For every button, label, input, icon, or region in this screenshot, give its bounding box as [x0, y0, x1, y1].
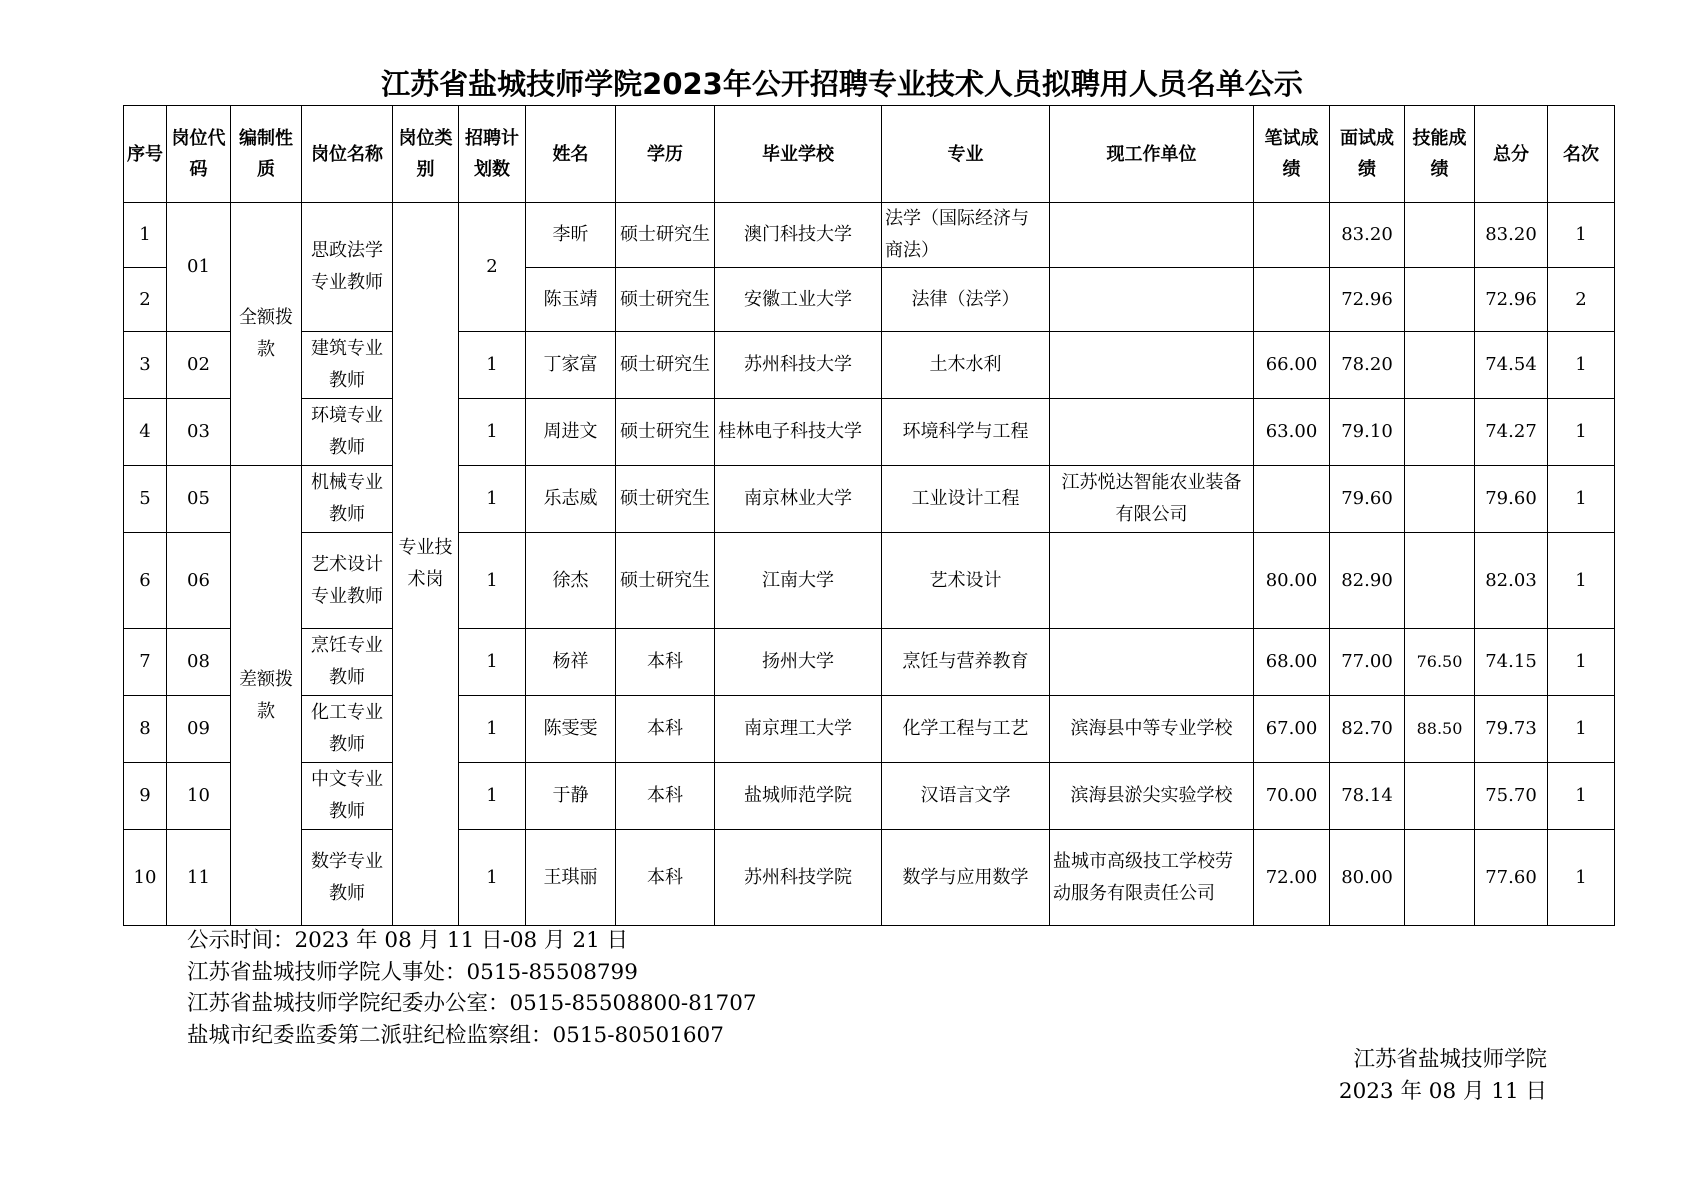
- cell-nature-full: 全额拨款: [231, 203, 302, 466]
- cell-interview: 83.20: [1330, 203, 1405, 268]
- table-row: [124, 332, 1615, 399]
- cell-school: 扬州大学: [715, 629, 882, 696]
- cell-seq: 1: [124, 203, 167, 268]
- cell-edu: 本科: [616, 629, 715, 696]
- roster-table: [123, 105, 1615, 926]
- cell-skill: 88.50: [1405, 696, 1475, 763]
- cell-written: 66.00: [1254, 332, 1330, 399]
- cell-interview: 80.00: [1330, 830, 1405, 926]
- cell-employer: [1050, 332, 1254, 399]
- table-row: [124, 466, 1615, 533]
- header-major: 专业: [882, 106, 1050, 203]
- cell-code: 09: [167, 696, 231, 763]
- header-plan: 招聘计划数: [459, 106, 526, 203]
- cell-total: 75.70: [1475, 763, 1548, 830]
- cell-seq: 10: [124, 830, 167, 926]
- cell-school: 南京林业大学: [715, 466, 882, 533]
- cell-seq: 2: [124, 268, 167, 332]
- cell-code: 08: [167, 629, 231, 696]
- cell-seq: 4: [124, 399, 167, 466]
- cell-school: 安徽工业大学: [715, 268, 882, 332]
- cell-rank: 1: [1548, 533, 1615, 629]
- cell-plan: 1: [459, 533, 526, 629]
- cell-name: 徐杰: [526, 533, 616, 629]
- header-school: 毕业学校: [715, 106, 882, 203]
- cell-employer: [1050, 399, 1254, 466]
- cell-rank: 1: [1548, 399, 1615, 466]
- cell-written: [1254, 268, 1330, 332]
- cell-name: 周进文: [526, 399, 616, 466]
- cell-plan: 1: [459, 629, 526, 696]
- cell-total: 74.15: [1475, 629, 1548, 696]
- cell-school: 江南大学: [715, 533, 882, 629]
- cell-seq: 5: [124, 466, 167, 533]
- cell-total: 83.20: [1475, 203, 1548, 268]
- cell-rank: 1: [1548, 763, 1615, 830]
- cell-edu: 硕士研究生: [616, 268, 715, 332]
- cell-interview: 77.00: [1330, 629, 1405, 696]
- signature-block: [1339, 1044, 1547, 1108]
- cell-major: 艺术设计: [882, 533, 1050, 629]
- cell-post: 烹饪专业教师: [302, 629, 393, 696]
- cell-school: 澳门科技大学: [715, 203, 882, 268]
- cell-edu: 硕士研究生: [616, 399, 715, 466]
- cell-category: 专业技术岗: [393, 203, 459, 926]
- cell-seq: 9: [124, 763, 167, 830]
- cell-interview: 82.70: [1330, 696, 1405, 763]
- notice-supervision-phone: 盐城市纪委监委第二派驻纪检监察组：0515-80501607: [187, 1022, 724, 1048]
- header-name: 姓名: [526, 106, 616, 203]
- cell-name: 陈玉靖: [526, 268, 616, 332]
- cell-name: 杨祥: [526, 629, 616, 696]
- cell-post: 思政法学专业教师: [302, 203, 393, 332]
- cell-post: 数学专业教师: [302, 830, 393, 926]
- cell-code: 02: [167, 332, 231, 399]
- cell-plan: 1: [459, 332, 526, 399]
- cell-nature-diff: 差额拨款: [231, 466, 302, 926]
- notice-hr-phone: 江苏省盐城技师学院人事处：0515-85508799: [187, 959, 638, 985]
- cell-post: 中文专业教师: [302, 763, 393, 830]
- table-row: [124, 533, 1615, 629]
- cell-edu: 硕士研究生: [616, 533, 715, 629]
- cell-code: 03: [167, 399, 231, 466]
- cell-school: 南京理工大学: [715, 696, 882, 763]
- cell-total: 74.27: [1475, 399, 1548, 466]
- signature-date: 2023 年 08 月 11 日: [1338, 1079, 1547, 1104]
- cell-code: 10: [167, 763, 231, 830]
- cell-skill: [1405, 332, 1475, 399]
- cell-edu: 硕士研究生: [616, 466, 715, 533]
- cell-employer: 盐城市高级技工学校劳动服务有限责任公司: [1050, 830, 1254, 926]
- header-seq: 序号: [124, 106, 167, 203]
- cell-skill: [1405, 399, 1475, 466]
- cell-post: 艺术设计专业教师: [302, 533, 393, 629]
- cell-skill: [1405, 203, 1475, 268]
- cell-total: 72.96: [1475, 268, 1548, 332]
- cell-edu: 本科: [616, 830, 715, 926]
- cell-rank: 1: [1548, 332, 1615, 399]
- cell-written: 68.00: [1254, 629, 1330, 696]
- table-row: [124, 696, 1615, 763]
- table-row: [124, 629, 1615, 696]
- cell-employer: [1050, 268, 1254, 332]
- cell-written: [1254, 203, 1330, 268]
- cell-major: 土木水利: [882, 332, 1050, 399]
- cell-interview: 79.10: [1330, 399, 1405, 466]
- header-row: [124, 106, 1615, 203]
- header-total: 总分: [1475, 106, 1548, 203]
- cell-written: 63.00: [1254, 399, 1330, 466]
- cell-major: 法律（法学）: [882, 268, 1050, 332]
- cell-name: 陈雯雯: [526, 696, 616, 763]
- cell-code: 06: [167, 533, 231, 629]
- cell-code: 05: [167, 466, 231, 533]
- cell-post: 建筑专业教师: [302, 332, 393, 399]
- cell-plan: 1: [459, 466, 526, 533]
- table-row: [124, 763, 1615, 830]
- cell-rank: 2: [1548, 268, 1615, 332]
- cell-name: 于静: [526, 763, 616, 830]
- cell-seq: 7: [124, 629, 167, 696]
- header-edu: 学历: [616, 106, 715, 203]
- cell-major: 化学工程与工艺: [882, 696, 1050, 763]
- cell-written: 67.00: [1254, 696, 1330, 763]
- cell-post: 环境专业教师: [302, 399, 393, 466]
- cell-written: 72.00: [1254, 830, 1330, 926]
- table-row: [124, 399, 1615, 466]
- cell-major: 数学与应用数学: [882, 830, 1050, 926]
- cell-skill: [1405, 763, 1475, 830]
- cell-plan: 1: [459, 696, 526, 763]
- header-rank: 名次: [1548, 106, 1615, 203]
- cell-rank: 1: [1548, 830, 1615, 926]
- cell-post: 机械专业教师: [302, 466, 393, 533]
- cell-employer: [1050, 629, 1254, 696]
- cell-skill: 76.50: [1405, 629, 1475, 696]
- cell-major: 汉语言文学: [882, 763, 1050, 830]
- cell-written: 80.00: [1254, 533, 1330, 629]
- cell-rank: 1: [1548, 629, 1615, 696]
- cell-employer: 滨海县中等专业学校: [1050, 696, 1254, 763]
- cell-code: 01: [167, 203, 231, 332]
- cell-school: 苏州科技学院: [715, 830, 882, 926]
- cell-total: 79.73: [1475, 696, 1548, 763]
- header-category: 岗位类别: [393, 106, 459, 203]
- cell-school: 桂林电子科技大学: [715, 399, 882, 466]
- cell-interview: 72.96: [1330, 268, 1405, 332]
- cell-name: 丁家富: [526, 332, 616, 399]
- cell-skill: [1405, 268, 1475, 332]
- cell-edu: 硕士研究生: [616, 203, 715, 268]
- cell-major: 烹饪与营养教育: [882, 629, 1050, 696]
- cell-rank: 1: [1548, 203, 1615, 268]
- cell-employer: [1050, 203, 1254, 268]
- cell-written: [1254, 466, 1330, 533]
- cell-employer: [1050, 533, 1254, 629]
- cell-name: 李昕: [526, 203, 616, 268]
- cell-edu: 本科: [616, 696, 715, 763]
- cell-edu: 硕士研究生: [616, 332, 715, 399]
- cell-post: 化工专业教师: [302, 696, 393, 763]
- cell-employer: 江苏悦达智能农业装备有限公司: [1050, 466, 1254, 533]
- cell-plan: 1: [459, 763, 526, 830]
- cell-skill: [1405, 830, 1475, 926]
- notice-period: 公示时间：2023 年 08 月 11 日-08 月 21 日: [187, 928, 629, 953]
- notice-footer: [187, 925, 757, 1051]
- cell-major: 法学（国际经济与商法）: [882, 203, 1050, 268]
- cell-total: 79.60: [1475, 466, 1548, 533]
- header-code: 岗位代码: [167, 106, 231, 203]
- header-nature: 编制性质: [231, 106, 302, 203]
- cell-skill: [1405, 533, 1475, 629]
- cell-total: 77.60: [1475, 830, 1548, 926]
- table-row: [124, 830, 1615, 926]
- cell-plan: 2: [459, 203, 526, 332]
- cell-seq: 3: [124, 332, 167, 399]
- table-row: [124, 203, 1615, 268]
- header-skill: 技能成绩: [1405, 106, 1475, 203]
- notice-discipline-phone: 江苏省盐城技师学院纪委办公室：0515-85508800-81707: [187, 991, 757, 1016]
- cell-interview: 78.14: [1330, 763, 1405, 830]
- signature-org: 江苏省盐城技师学院: [1353, 1047, 1547, 1072]
- cell-seq: 8: [124, 696, 167, 763]
- cell-major: 工业设计工程: [882, 466, 1050, 533]
- cell-rank: 1: [1548, 696, 1615, 763]
- header-employer: 现工作单位: [1050, 106, 1254, 203]
- cell-plan: 1: [459, 399, 526, 466]
- header-post: 岗位名称: [302, 106, 393, 203]
- cell-employer: 滨海县淤尖实验学校: [1050, 763, 1254, 830]
- cell-school: 盐城师范学院: [715, 763, 882, 830]
- header-interview: 面试成绩: [1330, 106, 1405, 203]
- cell-edu: 本科: [616, 763, 715, 830]
- cell-school: 苏州科技大学: [715, 332, 882, 399]
- cell-interview: 79.60: [1330, 466, 1405, 533]
- cell-total: 82.03: [1475, 533, 1548, 629]
- cell-total: 74.54: [1475, 332, 1548, 399]
- header-written: 笔试成绩: [1254, 106, 1330, 203]
- cell-code: 11: [167, 830, 231, 926]
- cell-plan: 1: [459, 830, 526, 926]
- cell-interview: 82.90: [1330, 533, 1405, 629]
- page-title: 江苏省盐城技师学院2023年公开招聘专业技术人员拟聘用人员名单公示: [381, 67, 1303, 101]
- cell-name: 王琪丽: [526, 830, 616, 926]
- cell-name: 乐志威: [526, 466, 616, 533]
- cell-interview: 78.20: [1330, 332, 1405, 399]
- cell-seq: 6: [124, 533, 167, 629]
- cell-written: 70.00: [1254, 763, 1330, 830]
- cell-rank: 1: [1548, 466, 1615, 533]
- cell-skill: [1405, 466, 1475, 533]
- cell-major: 环境科学与工程: [882, 399, 1050, 466]
